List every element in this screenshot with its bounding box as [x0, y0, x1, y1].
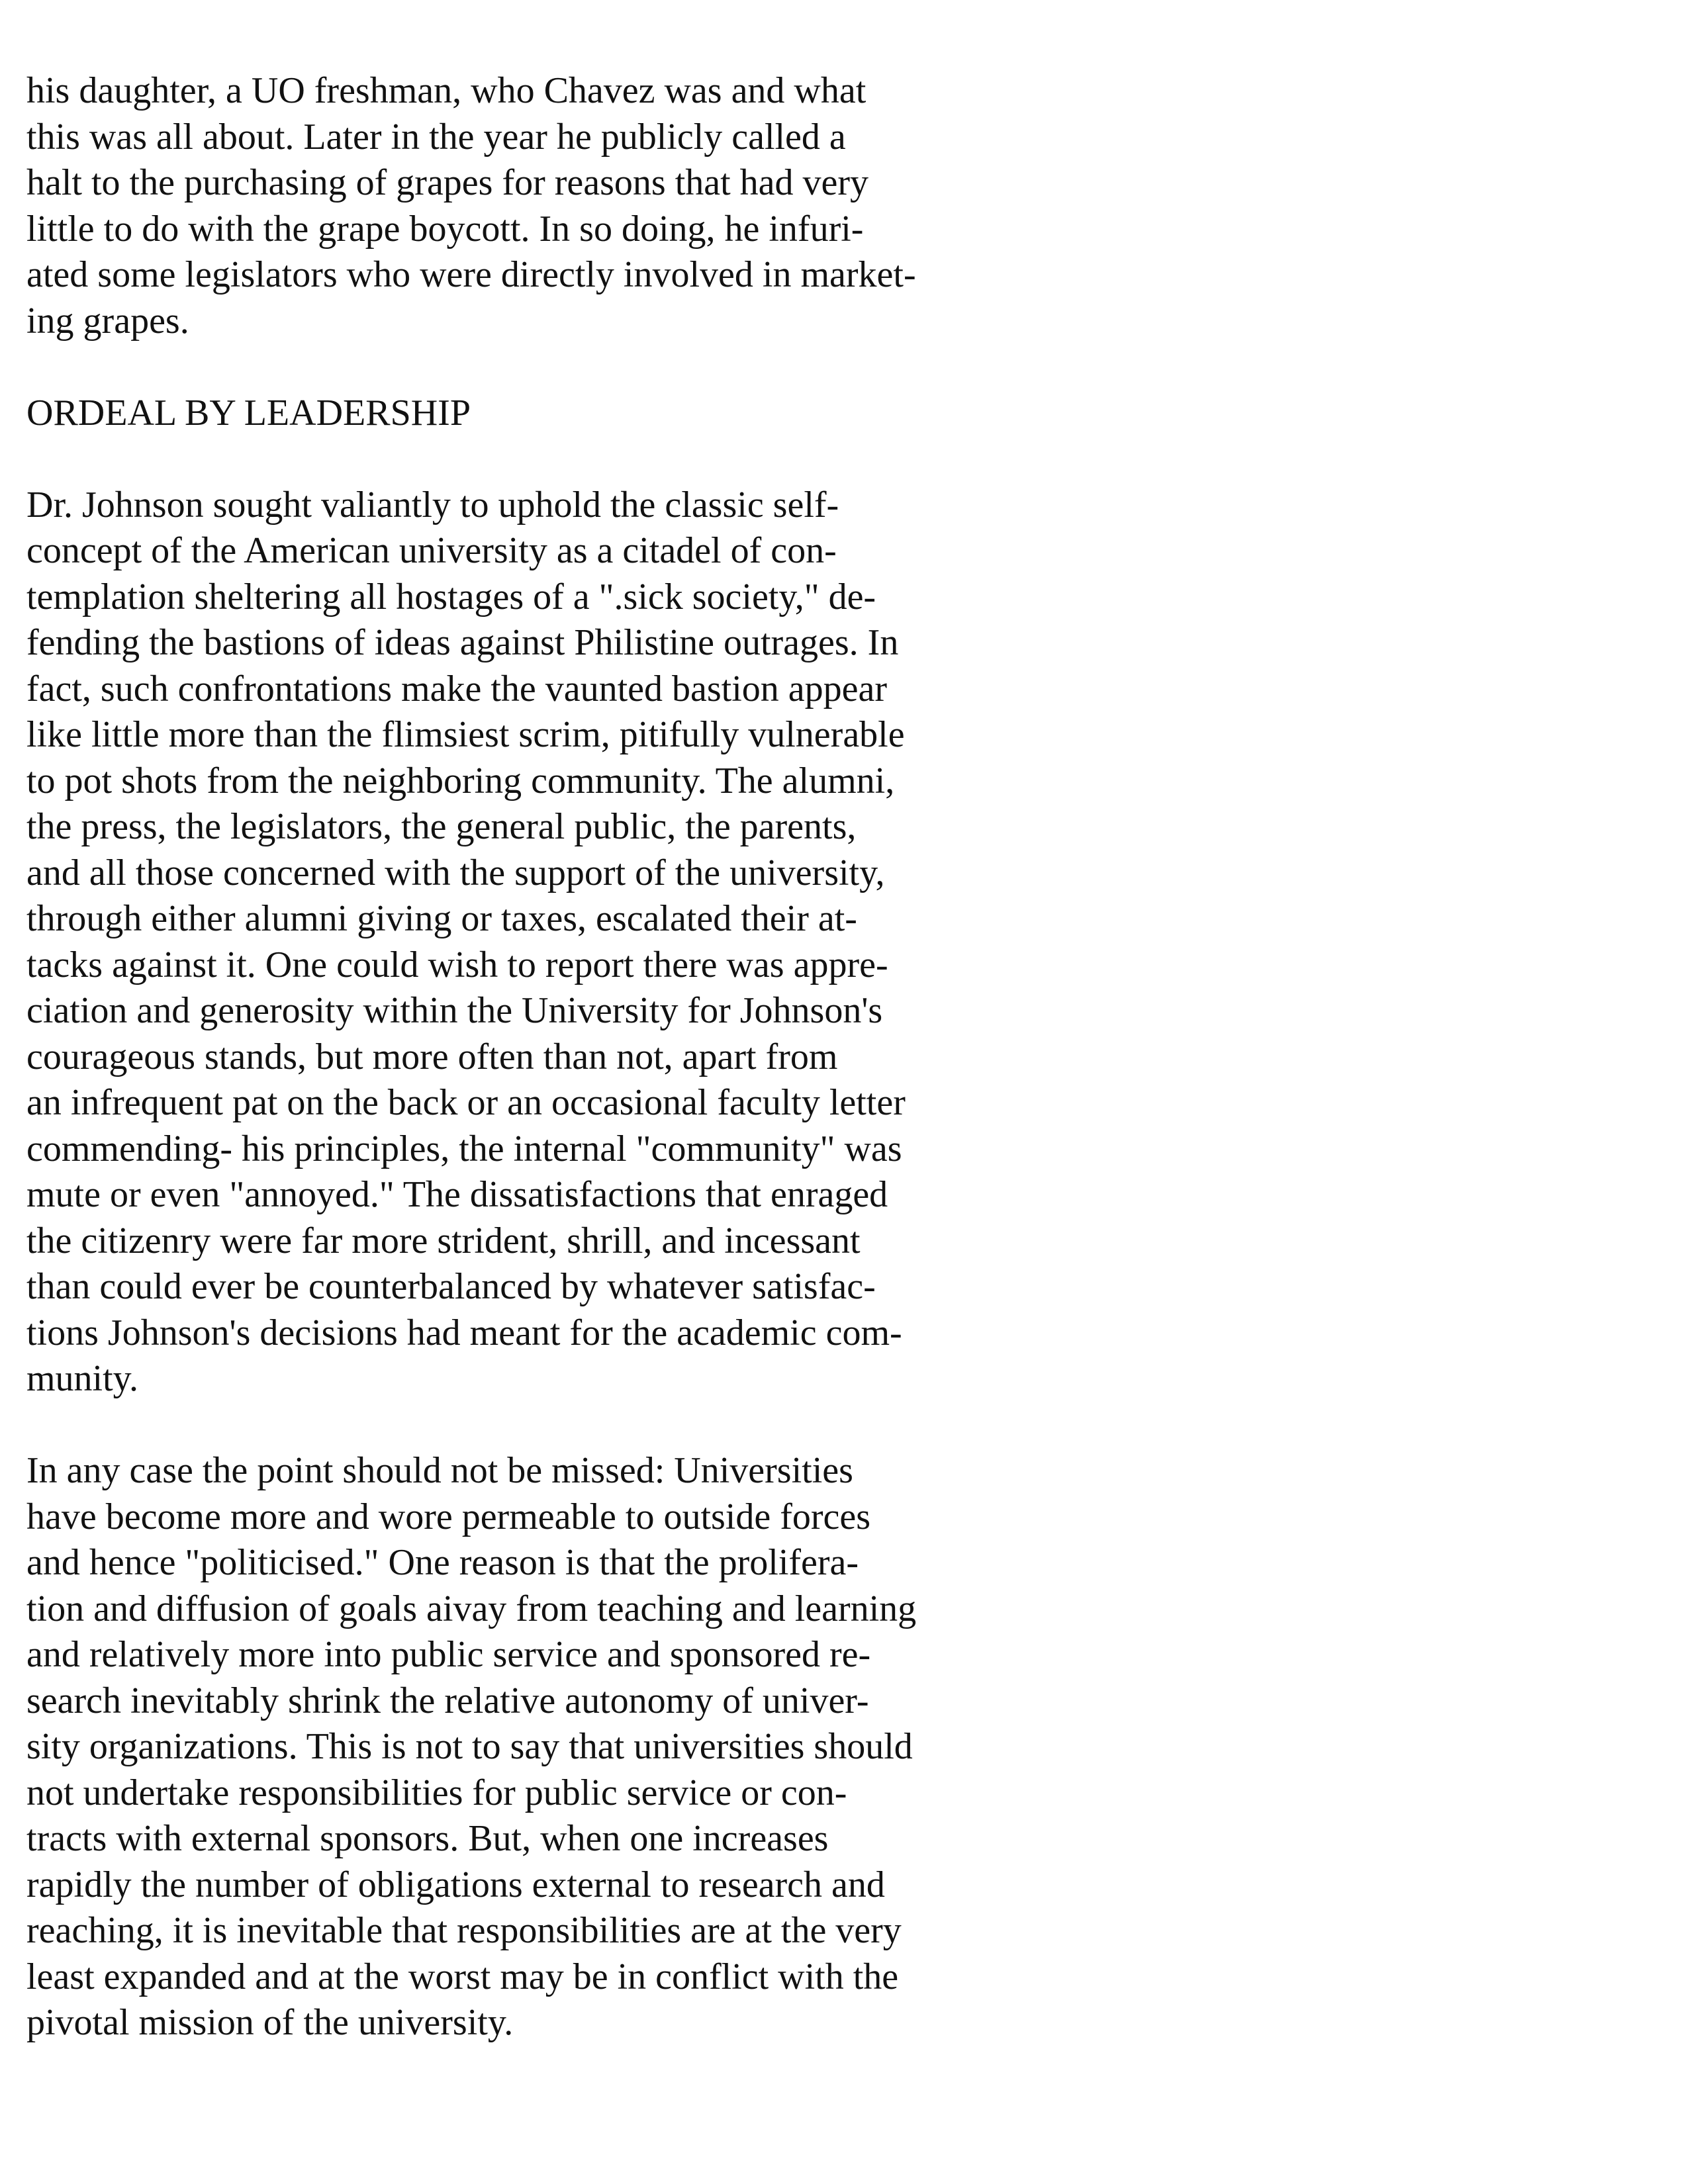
text-line: ated some legislators who were directly involved in market-: [26, 254, 916, 295]
text-line: the citizenry were far more strident, shrill, and incessant: [26, 1220, 861, 1261]
text-line: not undertake responsibilities for public service or con-: [26, 1772, 847, 1813]
text-line: an infrequent pat on the back or an occasional faculty letter: [26, 1082, 906, 1123]
text-line: search inevitably shrink the relative autonomy of univer-: [26, 1680, 869, 1721]
text-line: ciation and generosity within the University for Johnson's: [26, 990, 883, 1031]
text-line: like little more than the flimsiest scrim, pitifully vulnerable: [26, 714, 905, 755]
text-line: reaching, it is inevitable that responsibilities are at the very: [26, 1910, 902, 1951]
text-line: Dr. Johnson sought valiantly to uphold the classic self-: [26, 484, 839, 525]
text-line: commending- his principles, the internal "community" was: [26, 1128, 902, 1169]
text-line: munity.: [26, 1358, 139, 1399]
text-line: little to do with the grape boycott. In so doing, he infuri-: [26, 208, 864, 250]
text-line: pivotal mission of the university.: [26, 2002, 514, 2043]
text-line: to pot shots from the neighboring community. The alumni,: [26, 760, 895, 801]
text-line: tracts with external sponsors. But, when one increases: [26, 1818, 829, 1859]
text-line: and hence "politicised." One reason is that the prolifera-: [26, 1542, 859, 1583]
text-line: sity organizations. This is not to say that universities should: [26, 1726, 913, 1767]
text-line: this was all about. Later in the year he publicly called a: [26, 116, 846, 158]
text-line: ing grapes.: [26, 300, 189, 341]
text-line: halt to the purchasing of grapes for reasons that had very: [26, 162, 869, 203]
text-line: least expanded and at the worst may be in conflict with the: [26, 1956, 899, 1997]
section-heading: ORDEAL BY LEADERSHIP: [26, 392, 471, 433]
paragraph-gap: [26, 344, 980, 390]
text-line: In any case the point should not be missed: Universities: [26, 1450, 853, 1491]
text-line: fact, such confrontations make the vaunted bastion appear: [26, 668, 887, 709]
paragraph-universities-politicised: [26, 1448, 980, 2046]
text-line: through either alumni giving or taxes, escalated their at-: [26, 898, 857, 939]
paragraph-gap: [26, 436, 980, 482]
text-line: courageous stands, but more often than not, apart from: [26, 1036, 838, 1077]
paragraph-continuation: [26, 68, 980, 344]
paragraph-ordeal-by-leadership: [26, 482, 980, 1402]
text-line: than could ever be counterbalanced by whatever satisfac-: [26, 1266, 876, 1307]
text-line: and relatively more into public service and sponsored re-: [26, 1634, 871, 1675]
text-line: and all those concerned with the support of the university,: [26, 852, 885, 893]
text-line: mute or even "annoyed." The dissatisfactions that enraged: [26, 1174, 888, 1215]
text-line: tions Johnson's decisions had meant for the academic com-: [26, 1312, 902, 1353]
text-line: tacks against it. One could wish to report there was appre-: [26, 944, 888, 985]
text-line: fending the bastions of ideas against Philistine outrages. In: [26, 622, 899, 663]
text-line: the press, the legislators, the general public, the parents,: [26, 806, 857, 847]
text-line: templation sheltering all hostages of a ".sick society," de-: [26, 576, 876, 617]
text-line: have become more and wore permeable to outside forces: [26, 1496, 871, 1537]
text-line: tion and diffusion of goals aivay from teaching and learning: [26, 1588, 917, 1629]
text-line: concept of the American university as a citadel of con-: [26, 530, 837, 571]
text-line: his daughter, a UO freshman, who Chavez was and what: [26, 70, 867, 111]
document-page: [26, 68, 980, 2046]
paragraph-gap: [26, 1402, 980, 1449]
text-line: rapidly the number of obligations external to research and: [26, 1864, 885, 1905]
